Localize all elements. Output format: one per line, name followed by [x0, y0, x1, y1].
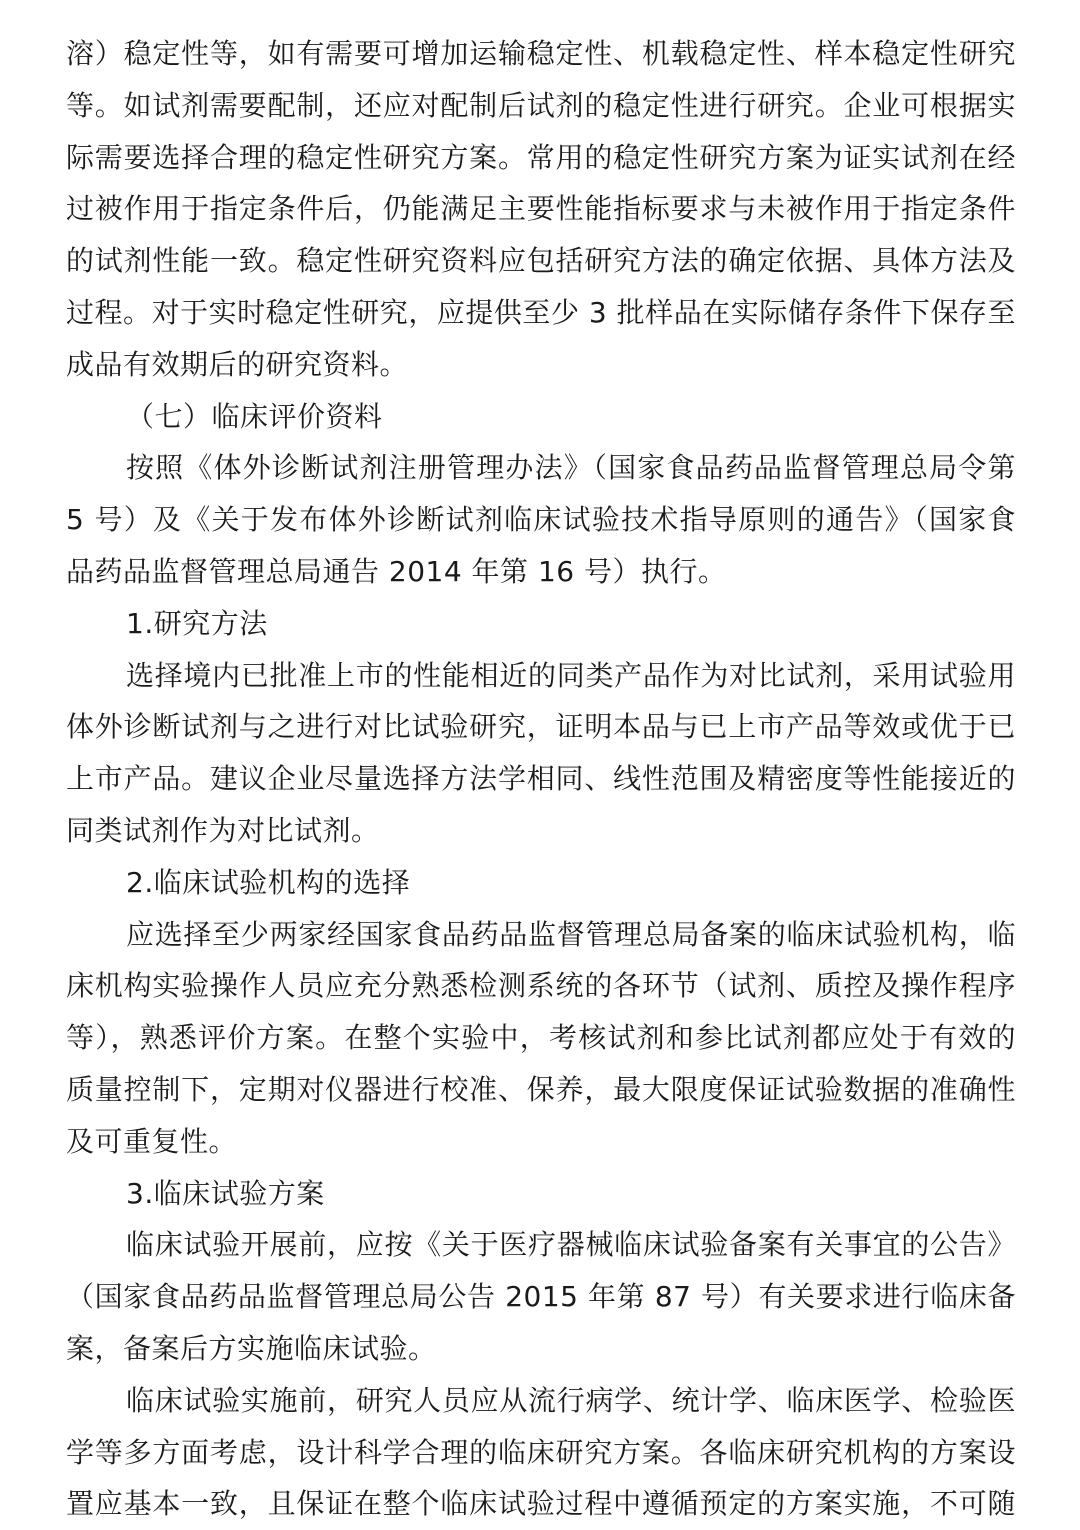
section-heading: 3.临床试验方案	[126, 1176, 325, 1210]
text-line: 成品有效期后的研究资料。	[66, 347, 409, 381]
text-line: 体外诊断试剂与之进行对比试验研究，证明本品与已上市产品等效或优于已	[66, 710, 1016, 744]
text-line: 临床试验开展前，应按《关于医疗器械临床试验备案有关事宜的公告》	[126, 1228, 1016, 1262]
text-line: 的试剂性能一致。稳定性研究资料应包括研究方法的确定依据、具体方法及	[66, 244, 1016, 278]
text-line: 按照《体外诊断试剂注册管理办法》（国家食品药品监督管理总局令第	[126, 451, 1016, 485]
text-line: 质量控制下，定期对仪器进行校准、保养，最大限度保证试验数据的准确性	[66, 1072, 1016, 1106]
text-line: 品药品监督管理总局通告 2014 年第 16 号）执行。	[66, 554, 727, 588]
text-line: 及可重复性。	[66, 1124, 238, 1158]
text-line: 等），熟悉评价方案。在整个实验中，考核试剂和参比试剂都应处于有效的	[66, 1021, 1016, 1055]
text-line: 过程。对于实时稳定性研究，应提供至少 3 批样品在实际储存条件下保存至	[66, 295, 1016, 329]
section-heading: 1.研究方法	[126, 606, 268, 640]
document-page	[66, 28, 1016, 1530]
text-line: 案，备案后方实施临床试验。	[66, 1331, 437, 1365]
text-line: （国家食品药品监督管理总局公告 2015 年第 87 号）有关要求进行临床备	[66, 1280, 1016, 1314]
text-line: 溶）稳定性等，如有需要可增加运输稳定性、机载稳定性、样本稳定性研究	[66, 37, 1016, 70]
text-line: 置应基本一致，且保证在整个临床试验过程中遵循预定的方案实施，不可随	[66, 1487, 1016, 1521]
text-line: 床机构实验操作人员应充分熟悉检测系统的各环节（试剂、质控及操作程序	[66, 969, 1016, 1003]
text-line: 学等多方面考虑，设计科学合理的临床研究方案。各临床研究机构的方案设	[66, 1435, 1016, 1469]
text-line: 际需要选择合理的稳定性研究方案。常用的稳定性研究方案为证实试剂在经	[66, 140, 1016, 174]
text-line: 选择境内已批准上市的性能相近的同类产品作为对比试剂，采用试验用	[126, 658, 1016, 692]
section-heading: （七）临床评价资料	[126, 399, 383, 433]
text-line: 上市产品。建议企业尽量选择方法学相同、线性范围及精密度等性能接近的	[66, 762, 1016, 796]
text-line: 临床试验实施前，研究人员应从流行病学、统计学、临床医学、检验医	[126, 1383, 1016, 1417]
section-heading: 2.临床试验机构的选择	[126, 865, 411, 899]
text-line: 过被作用于指定条件后，仍能满足主要性能指标要求与未被作用于指定条件	[66, 192, 1016, 226]
text-line: 应选择至少两家经国家食品药品监督管理总局备案的临床试验机构，临	[126, 917, 1016, 951]
text-line: 等。如试剂需要配制，还应对配制后试剂的稳定性进行研究。企业可根据实	[66, 88, 1016, 122]
text-line: 5 号）及《关于发布体外诊断试剂临床试验技术指导原则的通告》（国家食	[66, 503, 1016, 537]
text-line: 同类试剂作为对比试剂。	[66, 813, 380, 847]
